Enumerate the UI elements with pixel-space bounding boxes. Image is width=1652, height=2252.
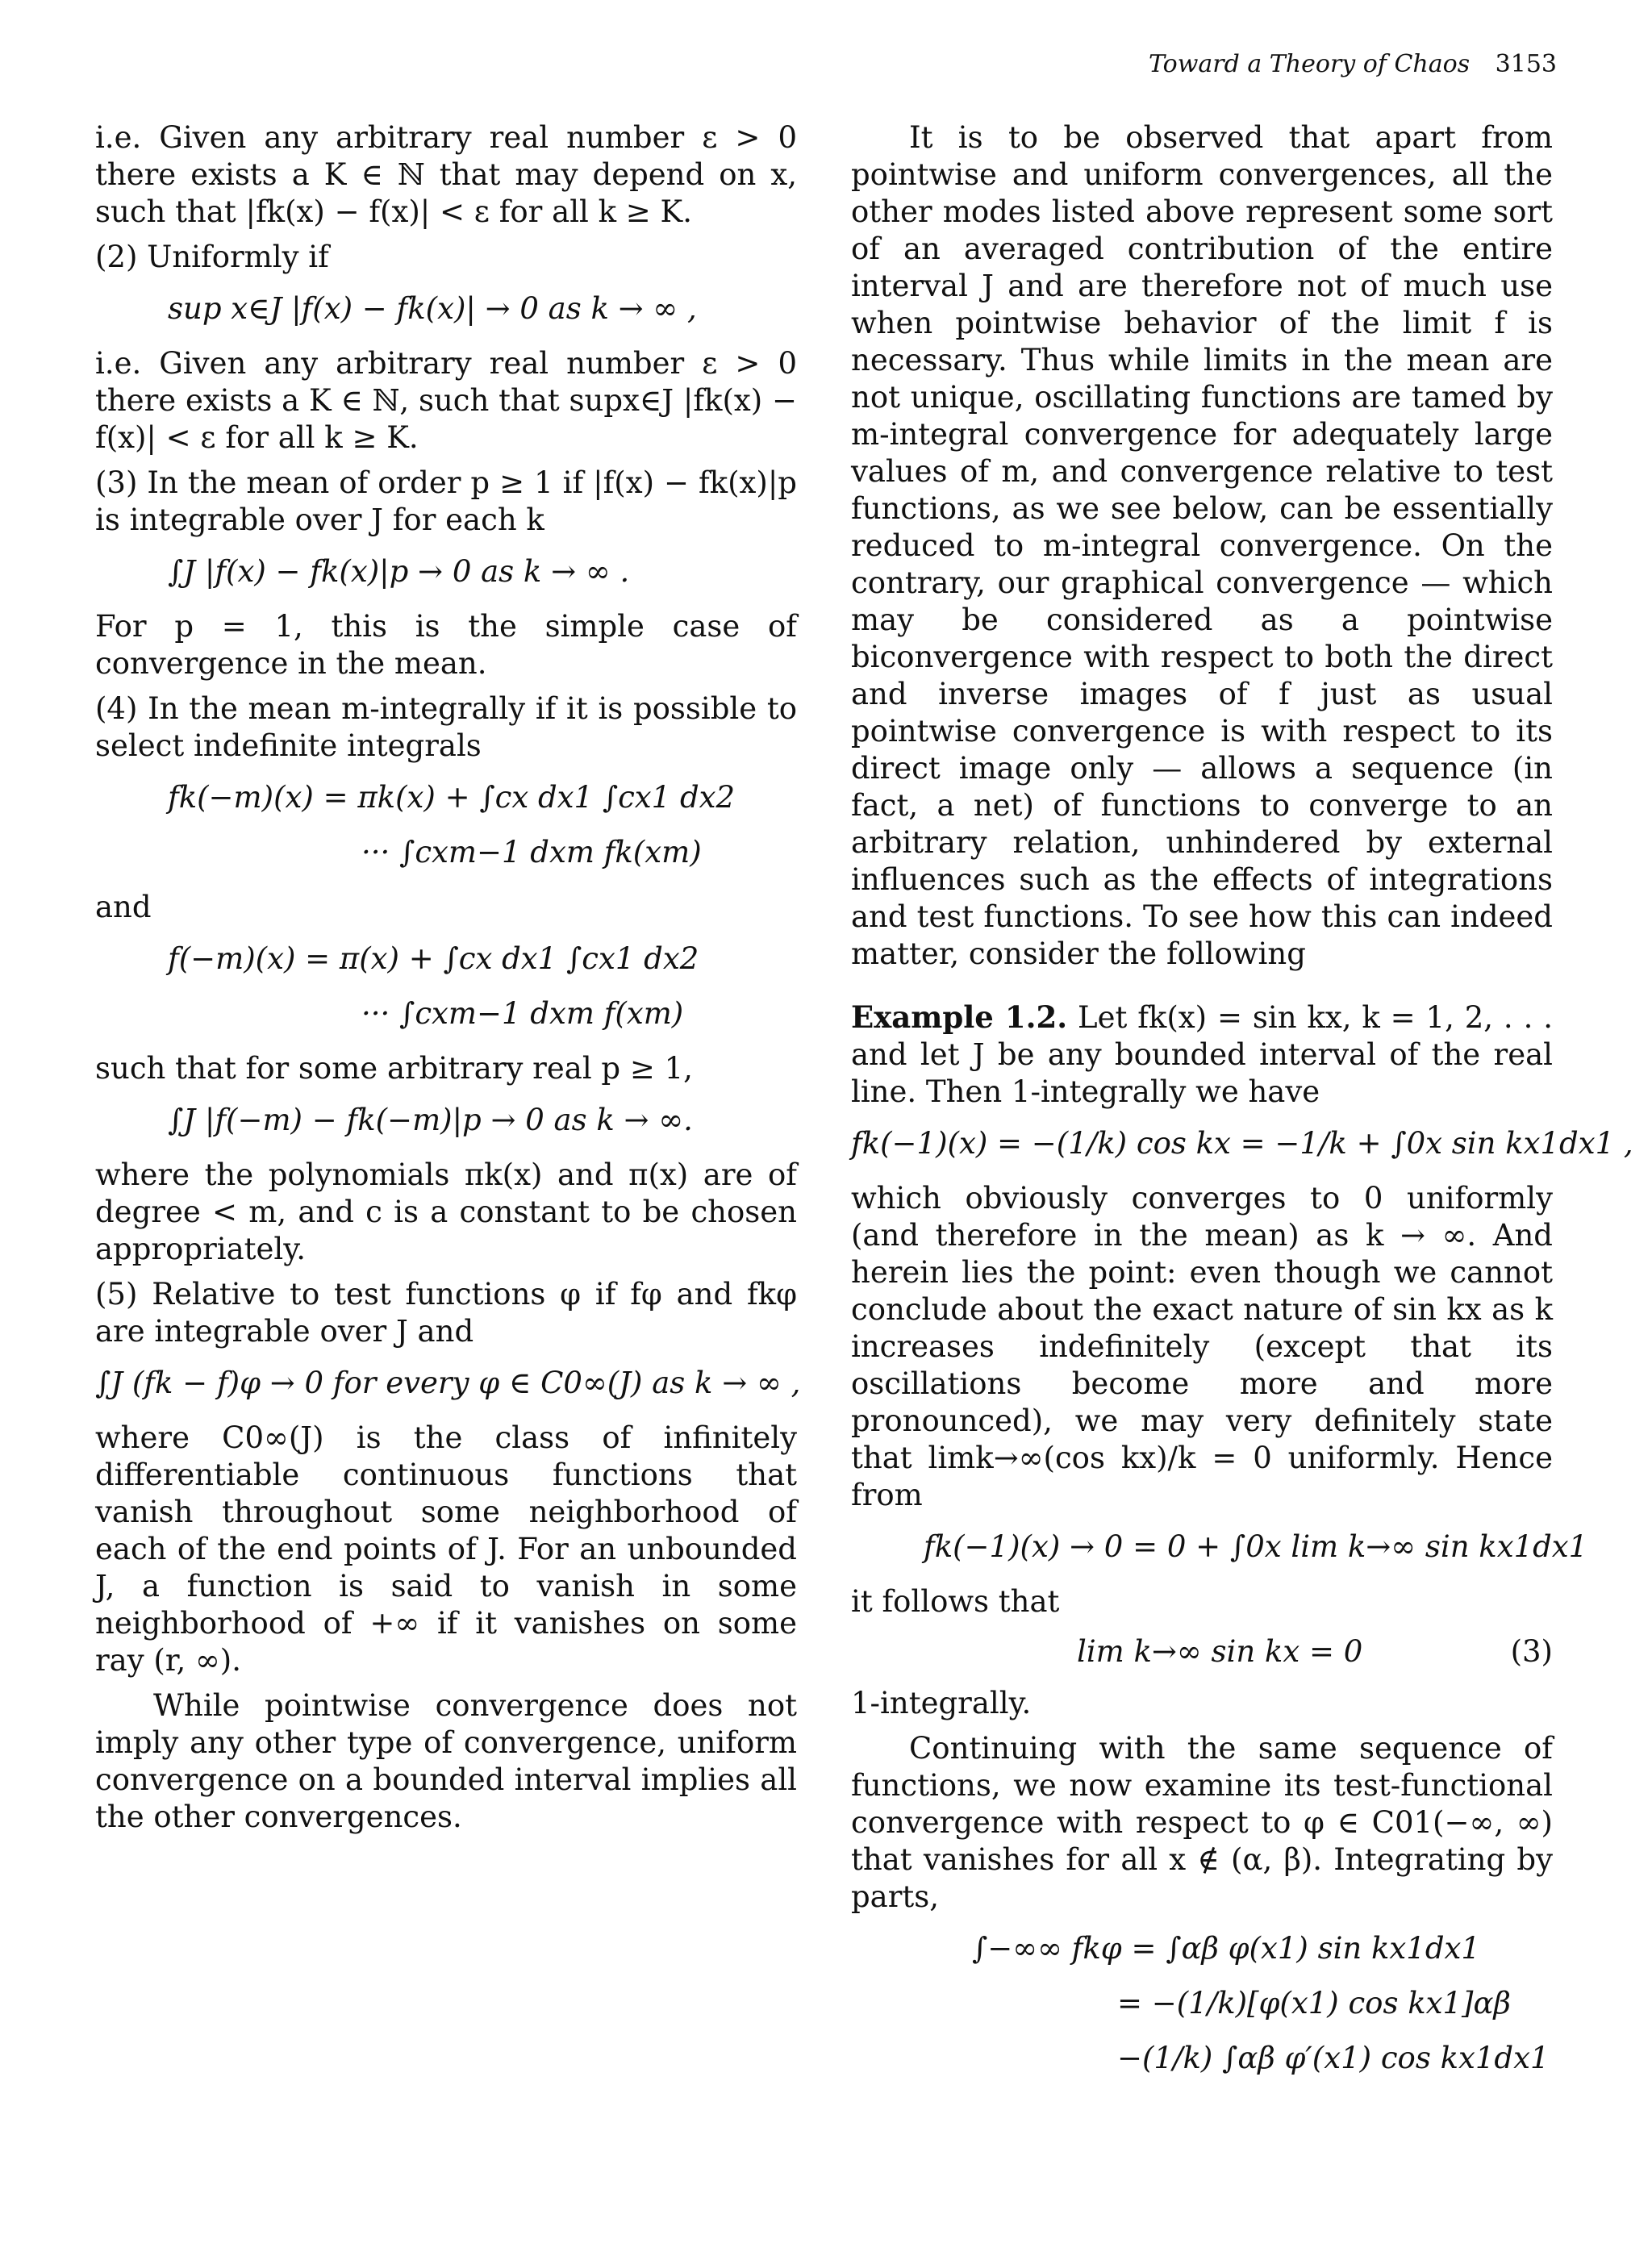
equation-number: (3): [1510, 1634, 1553, 1669]
running-header: [1149, 50, 1557, 78]
equation: f(−m)(x) = π(x) + ∫cx dx1 ∫cx1 dx2: [168, 941, 699, 976]
list-item-label: (2) Uniformly if: [95, 240, 329, 274]
equation: ∫J |f(−m) − fk(−m)|p → 0 as k → ∞.: [168, 1103, 693, 1137]
equation: fk(−m)(x) = πk(x) + ∫cx dx1 ∫cx1 dx2: [168, 780, 736, 815]
paragraph: such that for some arbitrary real p ≥ 1,: [95, 1051, 693, 1086]
paragraph: For p = 1, this is the simple case of convergence in the mean.: [95, 609, 797, 681]
equation: ∫J (fk − f)φ → 0 for every φ ∈ C0∞(J) as k → ∞ ,: [95, 1366, 801, 1400]
example-paragraph: [851, 999, 1553, 1111]
equation: −(1/k) ∫αβ φ′(x1) cos kx1dx1: [1117, 2041, 1550, 2075]
paragraph: Continuing with the same sequence of functions, we now examine its test-functional convergence with respect to φ ∈ C01(−∞, ∞) that vanishes for all x ∉ (α, β). Integrating by parts,: [851, 1731, 1553, 1914]
equation: ··· ∫cxm−1 dxm fk(xm): [361, 835, 702, 870]
paragraph: and: [95, 890, 152, 924]
equation: ∫J |f(x) − fk(x)|p → 0 as k → ∞ .: [168, 554, 630, 589]
paragraph: It is to be observed that apart from pointwise and uniform convergences, all the other modes listed above represent some sort of an averaged contribution of the entire interval J and are therefore not of much use when pointwise behavior of the limit f is necessary. Thus while limits in the mean are not unique, oscillating functions are tamed by m-integral convergence for adequately large values of m, and convergence relative to test functions, as we see below, can be essentially reduced to m-integral convergence. On the contrary, our graphical convergence — which may be considered as a pointwise biconvergence with respect to both the direct and inverse images of f just as usual pointwise convergence is with respect to its direct image only — allows a sequence (in fact, a net) of functions to converge to an arbitrary relation, unhindered by external influences such as the effects of integrations and test functions. To see how this can indeed matter, consider the following: [851, 120, 1553, 971]
list-item: (4) In the mean m-integrally if it is possible to select indefinite integrals: [95, 691, 797, 763]
paragraph: While pointwise convergence does not imply any other type of convergence, uniform convergence on a bounded interval implies all the other convergences.: [95, 1688, 797, 1834]
running-title: Toward a Theory of Chaos: [1148, 50, 1471, 78]
numbered-equation: [851, 1633, 1553, 1670]
paragraph: 1-integrally.: [851, 1686, 1032, 1720]
paragraph: which obviously converges to 0 uniformly (and therefore in the mean) as k → ∞. And herein lies the point: even though we cannot conclude about the exact nature of sin kx as k increases indefinitely (except that its oscillations become more and more pronounced), we may very definitely state that limk→∞(cos kx)/k = 0 uniformly. Hence from: [851, 1181, 1553, 1512]
paragraph: where C0∞(J) is the class of infinitely differentiable continuous functions that vanish throughout some neighborhood of each of the end points of J. For an unbounded J, a function is said to vanish in some neighborhood of +∞ if it vanishes on some ray (r, ∞).: [95, 1420, 797, 1678]
list-item: (5) Relative to test functions φ if fφ and fkφ are integrable over J and: [95, 1277, 797, 1349]
equation: ··· ∫cxm−1 dxm f(xm): [361, 996, 684, 1031]
paragraph: where the polynomials πk(x) and π(x) are of degree < m, and c is a constant to be chosen appropriately.: [95, 1157, 797, 1266]
left-column: [95, 119, 801, 1844]
paragraph: it follows that: [851, 1584, 1060, 1619]
page-number: 3153: [1495, 50, 1557, 78]
list-item: (3) In the mean of order p ≥ 1 if |f(x) − fk(x)|p is integrable over J for each k: [95, 465, 797, 537]
paragraph: i.e. Given any arbitrary real number ε > 0 there exists a K ∈ ℕ that may depend on x, such that |fk(x) − f(x)| < ε for all k ≥ K.: [95, 120, 797, 229]
example-text: Let fk(x) = sin kx, k = 1, 2, . . . and let J be any bounded interval of the real line. Then 1-integrally we have: [851, 1000, 1553, 1109]
right-column: [851, 119, 1633, 2095]
equation: lim k→∞ sin kx = 0: [1077, 1634, 1363, 1669]
equation: sup x∈J |f(x) − fk(x)| → 0 as k → ∞ ,: [168, 291, 697, 326]
equation: ∫−∞∞ fkφ = ∫αβ φ(x1) sin kx1dx1: [972, 1931, 1480, 1966]
example-label: Example 1.2.: [851, 999, 1068, 1035]
equation: fk(−1)(x) → 0 = 0 + ∫0x lim k→∞ sin kx1dx1: [924, 1529, 1588, 1564]
equation: fk(−1)(x) = −(1/k) cos kx = −1/k + ∫0x sin kx1dx1 ,: [851, 1126, 1633, 1161]
equation: = −(1/k)[φ(x1) cos kx1]αβ: [1117, 1986, 1511, 2021]
paragraph: i.e. Given any arbitrary real number ε > 0 there exists a K ∈ ℕ, such that supx∈J |fk(x) − f(x)| < ε for all k ≥ K.: [95, 346, 797, 455]
